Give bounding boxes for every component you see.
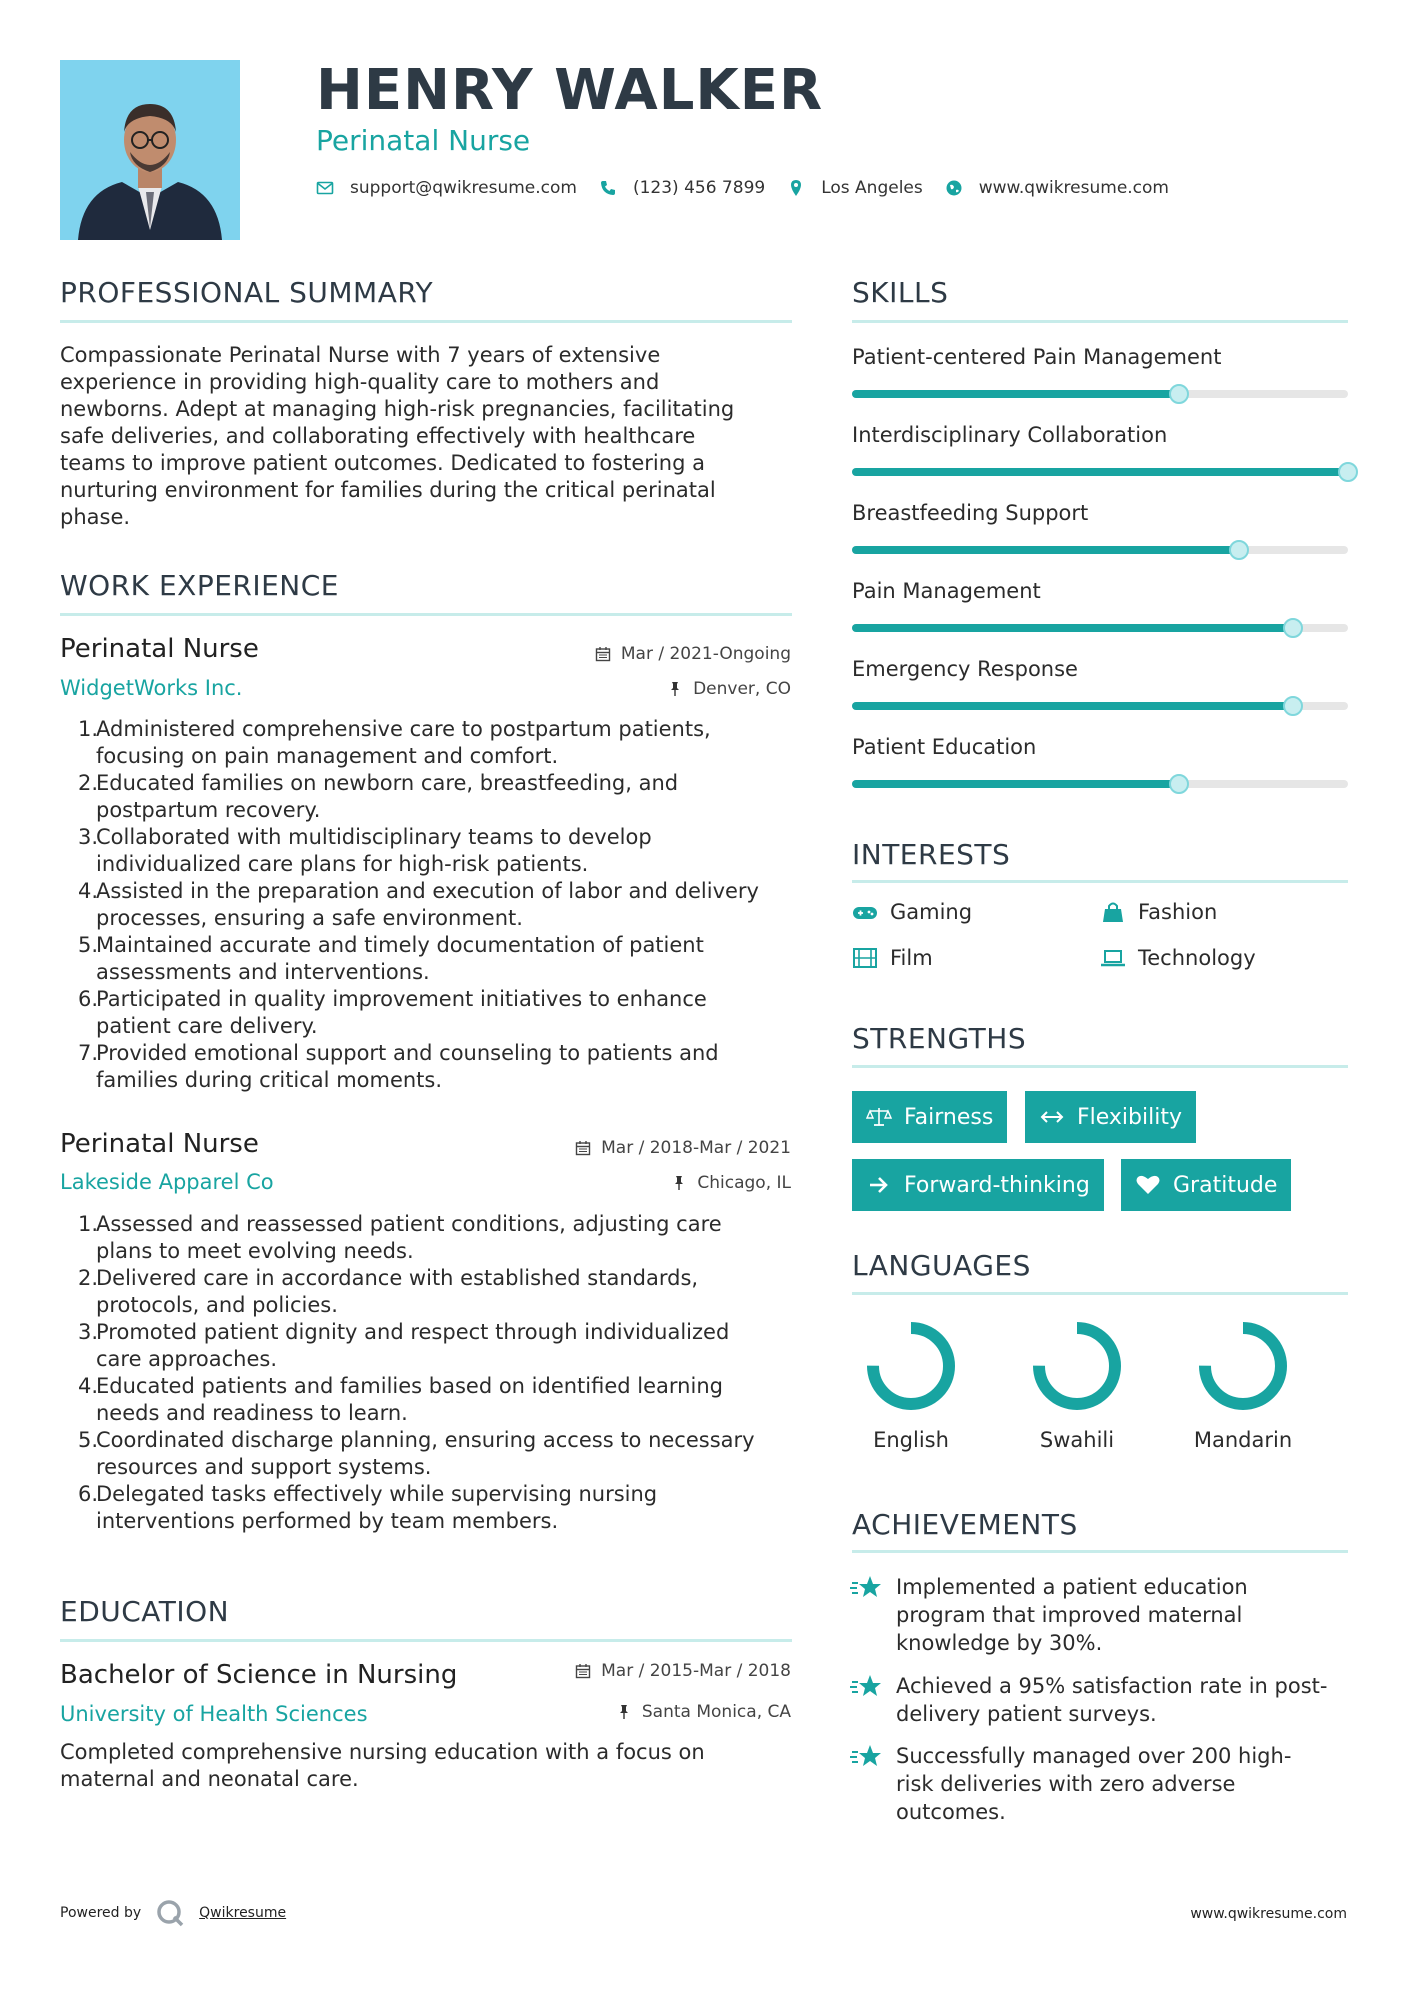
contact-phone[interactable] (599, 178, 765, 198)
footer-website[interactable]: www.qwikresume.com (1190, 1906, 1347, 1922)
skill-label: Breastfeeding Support (852, 501, 1089, 525)
summary-text: Compassionate Perinatal Nurse with 7 years of extensive experience in providing high-quality care to mothers and newborns. Adept at managing high-risk pregnancies, facilitating safe deliveries, and collaborating effectively with healthcare teams to improve patient outcomes. Dedicated to fostering a nurturing environment for families during the critical perinatal phase. (60, 343, 735, 529)
language-label: Swahili (1039, 1428, 1115, 1452)
achievements-heading: ACHIEVEMENTS (852, 1508, 1078, 1541)
skill-bar-knob[interactable] (1169, 774, 1189, 794)
job-duties-list (60, 1211, 800, 1535)
list-item: Collaborated with multidisciplinary teams to develop individualized care plans for high-risk patients. (96, 825, 652, 876)
skill-label: Interdisciplinary Collaboration (852, 423, 1168, 447)
achievement-item: Achieved a 95% satisfaction rate in post- delivery patient surveys. (850, 1672, 1350, 1728)
laptop-icon (1100, 947, 1126, 969)
language-item (1188, 1318, 1298, 1452)
strength-tag: Gratitude (1121, 1159, 1291, 1211)
interest-item: Gaming (852, 900, 972, 924)
education-location: Santa Monica, CA (616, 1701, 791, 1723)
language-ring (1195, 1318, 1291, 1414)
interests-heading: INTERESTS (852, 838, 1011, 871)
skill-bar (852, 624, 1348, 632)
skill-bar-knob[interactable] (1283, 696, 1303, 716)
calendar-icon (575, 1140, 591, 1156)
languages-heading: LANGUAGES (852, 1249, 1031, 1282)
skills-divider (852, 320, 1348, 323)
skill-bar-knob[interactable] (1283, 618, 1303, 638)
location-text: Los Angeles (821, 178, 923, 198)
list-item: Promoted patient dignity and respect through individualized care approaches. (96, 1320, 730, 1371)
star-burst-icon (850, 1742, 884, 1770)
interests-divider (852, 880, 1348, 883)
contact-location (787, 178, 923, 198)
candidate-name: HENRY WALKER (316, 58, 824, 123)
star-burst-icon (850, 1573, 884, 1601)
skill-bar-fill (852, 468, 1348, 476)
map-pin-icon (787, 179, 805, 197)
language-label: Mandarin (1193, 1428, 1293, 1452)
achievement-item: Implemented a patient education program that improved maternal knowledge by 30%. (850, 1573, 1350, 1657)
skill-bar (852, 702, 1348, 710)
job-location: Denver, CO (667, 678, 791, 700)
gamepad-icon (852, 901, 878, 923)
skill-bar-fill (852, 390, 1179, 398)
skill-label: Patient-centered Pain Management (852, 345, 1222, 369)
strength-tag: Forward-thinking (852, 1159, 1104, 1211)
star-burst-icon (850, 1672, 884, 1700)
list-item: Delivered care in accordance with established standards, protocols, and policies. (96, 1266, 699, 1317)
globe-icon (945, 179, 963, 197)
skill-bar (852, 780, 1348, 788)
job-role: Perinatal Nurse (60, 634, 259, 664)
education-dates: Mar / 2015-Mar / 2018 (575, 1660, 791, 1682)
balance-scale-icon (866, 1106, 892, 1128)
arrow-right-icon (866, 1174, 892, 1196)
language-ring (1029, 1318, 1125, 1414)
skill-bar-fill (852, 546, 1239, 554)
contact-email[interactable] (316, 178, 577, 198)
list-item: Maintained accurate and timely documentation of patient assessments and interventions. (96, 933, 704, 984)
skill-bar-fill (852, 780, 1179, 788)
pushpin-icon (671, 1175, 687, 1191)
skill-bar-knob[interactable] (1169, 384, 1189, 404)
list-item: Administered comprehensive care to postpartum patients, focusing on pain management and comfort. (96, 717, 711, 768)
envelope-icon (316, 179, 334, 197)
skill-bar (852, 390, 1348, 398)
website-text: www.qwikresume.com (978, 178, 1169, 198)
language-item (1022, 1318, 1132, 1452)
strength-tag: Flexibility (1025, 1091, 1196, 1143)
list-item: Educated patients and families based on identified learning needs and readiness to learn. (96, 1374, 723, 1425)
job-company: Lakeside Apparel Co (60, 1170, 274, 1194)
candidate-title: Perinatal Nurse (316, 124, 531, 157)
experience-divider (60, 613, 792, 616)
language-item (856, 1318, 966, 1452)
phone-icon (599, 179, 617, 197)
job-location: Chicago, IL (671, 1172, 791, 1194)
film-icon (852, 947, 878, 969)
profile-photo (60, 60, 240, 240)
skill-bar-knob[interactable] (1338, 462, 1358, 482)
job-duties-list (60, 716, 800, 1094)
list-item: Assisted in the preparation and execution of labor and delivery processes, ensuring a safe environment. (96, 879, 759, 930)
list-item: Assessed and reassessed patient conditions, adjusting care plans to meet evolving needs. (96, 1212, 722, 1263)
shopping-bag-icon (1100, 901, 1126, 923)
summary-heading: PROFESSIONAL SUMMARY (60, 276, 434, 309)
skill-bar-fill (852, 624, 1293, 632)
list-item: Provided emotional support and counseling to patients and families during critical moments. (96, 1041, 719, 1092)
arrows-horizontal-icon (1039, 1106, 1065, 1128)
skill-bar-fill (852, 702, 1293, 710)
calendar-icon (575, 1663, 591, 1679)
list-item: Coordinated discharge planning, ensuring access to necessary resources and support systems. (96, 1428, 755, 1479)
languages-divider (852, 1292, 1348, 1295)
skill-label: Emergency Response (852, 657, 1078, 681)
list-item: Participated in quality improvement initiatives to enhance patient care delivery. (96, 987, 707, 1038)
achievement-item: Successfully managed over 200 high- risk deliveries with zero adverse outcomes. (850, 1742, 1350, 1826)
strengths-divider (852, 1065, 1348, 1068)
education-description: Completed comprehensive nursing education with a focus on maternal and neonatal care. (60, 1740, 705, 1791)
skill-label: Patient Education (852, 735, 1037, 759)
strength-tag: Fairness (852, 1091, 1007, 1143)
contact-website[interactable] (945, 178, 1169, 198)
interest-item: Fashion (1100, 900, 1217, 924)
job-role: Perinatal Nurse (60, 1129, 259, 1159)
interest-item: Film (852, 946, 933, 970)
powered-by-text: Powered by (60, 1905, 142, 1921)
degree-title: Bachelor of Science in Nursing (60, 1660, 458, 1690)
achievements-divider (852, 1550, 1348, 1553)
language-label: English (873, 1428, 949, 1452)
pushpin-icon (667, 681, 683, 697)
job-company: WidgetWorks Inc. (60, 676, 243, 700)
qwikresume-link[interactable]: Qwikresume (199, 1905, 287, 1921)
education-heading: EDUCATION (60, 1595, 230, 1628)
list-item: Delegated tasks effectively while supervising nursing interventions performed by team members. (96, 1482, 658, 1533)
education-divider (60, 1639, 792, 1642)
email-text: support@qwikresume.com (350, 178, 577, 198)
phone-text: (123) 456 7899 (632, 178, 766, 198)
footer-powered-by (60, 1898, 286, 1928)
school-name: University of Health Sciences (60, 1702, 368, 1726)
pushpin-icon (616, 1704, 632, 1720)
job-dates: Mar / 2018-Mar / 2021 (575, 1137, 791, 1159)
contact-bar (316, 178, 1191, 198)
skill-label: Pain Management (852, 579, 1041, 603)
skill-bar (852, 468, 1348, 476)
strengths-heading: STRENGTHS (852, 1022, 1027, 1055)
job-dates: Mar / 2021-Ongoing (595, 643, 791, 665)
skill-bar-knob[interactable] (1229, 540, 1249, 560)
experience-heading: WORK EXPERIENCE (60, 569, 339, 602)
language-ring (863, 1318, 959, 1414)
heart-icon (1135, 1174, 1161, 1196)
qwikresume-logo-icon (155, 1898, 185, 1928)
skills-heading: SKILLS (852, 276, 949, 309)
list-item: Educated families on newborn care, breastfeeding, and postpartum recovery. (96, 771, 679, 822)
skill-bar (852, 546, 1348, 554)
summary-divider (60, 320, 792, 323)
calendar-icon (595, 646, 611, 662)
interest-item: Technology (1100, 946, 1256, 970)
